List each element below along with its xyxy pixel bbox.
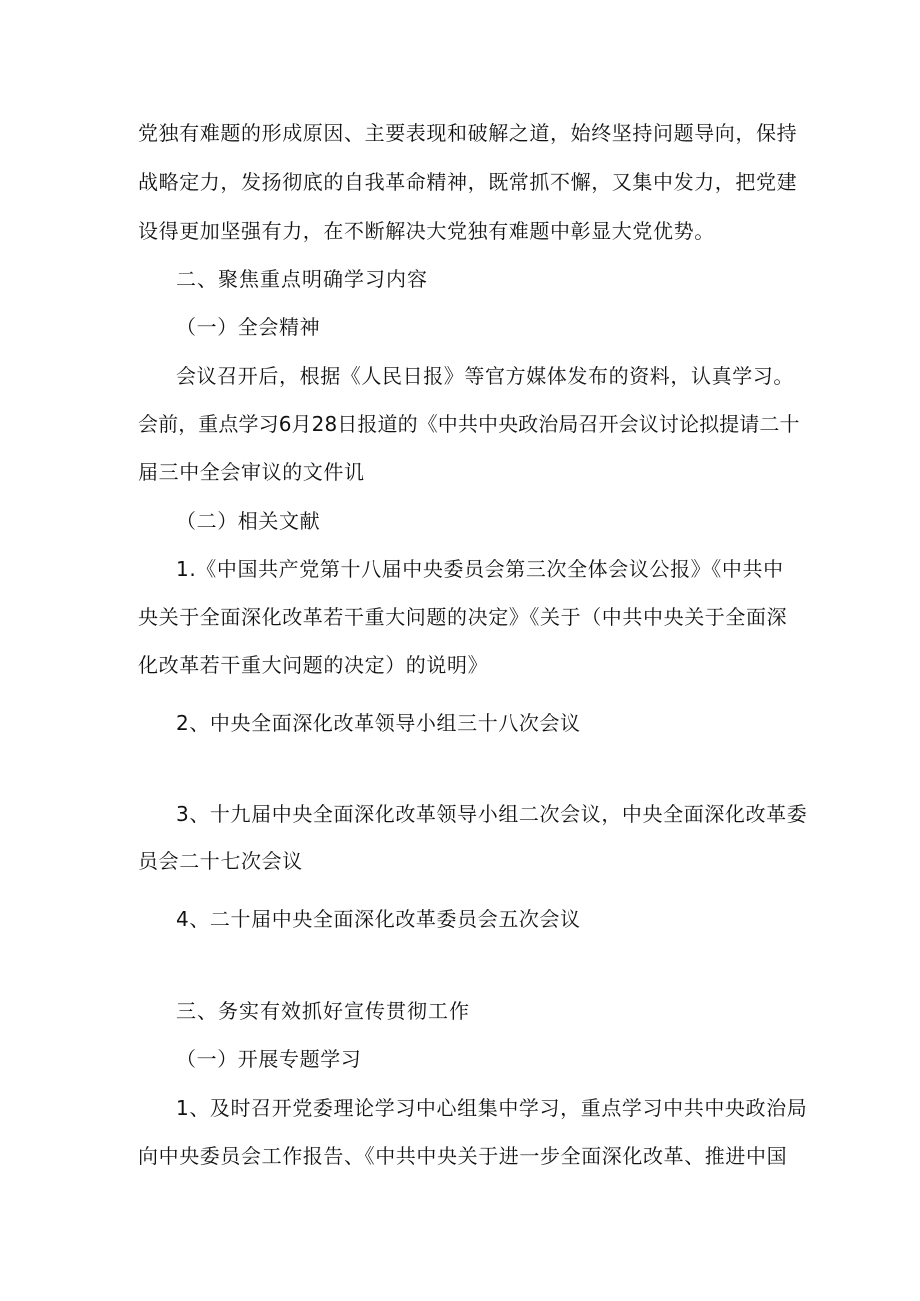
- list-item-line: 1、及时召开党委理论学习中心组集中学习，重点学习中共中央政治局: [176, 1096, 808, 1120]
- subsection-heading: （一）全会精神: [176, 315, 321, 339]
- subsection-heading: （一）开展专题学习: [176, 1047, 362, 1071]
- list-item-line: 3、十九届中央全面深化改革领导小组二次会议，中央全面深化改革委: [176, 802, 808, 826]
- body-paragraph-line: 党独有难题的形成原因、主要表现和破解之道，始终坚持问题导向，保持: [138, 121, 798, 145]
- list-item-line: 央关于全面深化改革若干重大问题的决定》《关于（中共中央关于全面深: [138, 605, 788, 629]
- body-paragraph-line: 届三中全会审议的文件讥: [138, 460, 365, 484]
- list-item-line: 化改革若干重大问题的决定）的说明》: [138, 653, 489, 677]
- body-paragraph-line: 会议召开后，根据《人民日报》等官方媒体发布的资料，认真学习。: [176, 364, 794, 388]
- list-item-line: 4、二十届中央全面深化改革委员会五次会议: [176, 907, 581, 931]
- list-item-line: 2、中央全面深化改革领导小组三十八次会议: [176, 711, 581, 735]
- body-paragraph-line: 战略定力，发扬彻底的自我革命精神，既常抓不懈，又集中发力，把党建: [138, 170, 798, 194]
- section-heading: 三、务实有效抓好宣传贯彻工作: [176, 999, 470, 1023]
- body-paragraph-line: 设得更加坚强有力，在不断解决大党独有难题中彰显大党优势。: [138, 219, 715, 243]
- section-heading: 二、聚焦重点明确学习内容: [176, 267, 428, 291]
- list-item-line: 员会二十七次会议: [138, 849, 303, 873]
- list-item-line: 1.《中国共产党第十八届中央委员会第三次全体会议公报》《中共中: [176, 557, 784, 581]
- body-paragraph-line: 会前，重点学习6月28日报道的《中共中央政治局召开会议讨论拟提请二十: [138, 412, 800, 436]
- list-item-line: 向中央委员会工作报告、《中共中央关于进一步全面深化改革、推进中国: [138, 1144, 788, 1168]
- subsection-heading: （二）相关文献: [176, 509, 321, 533]
